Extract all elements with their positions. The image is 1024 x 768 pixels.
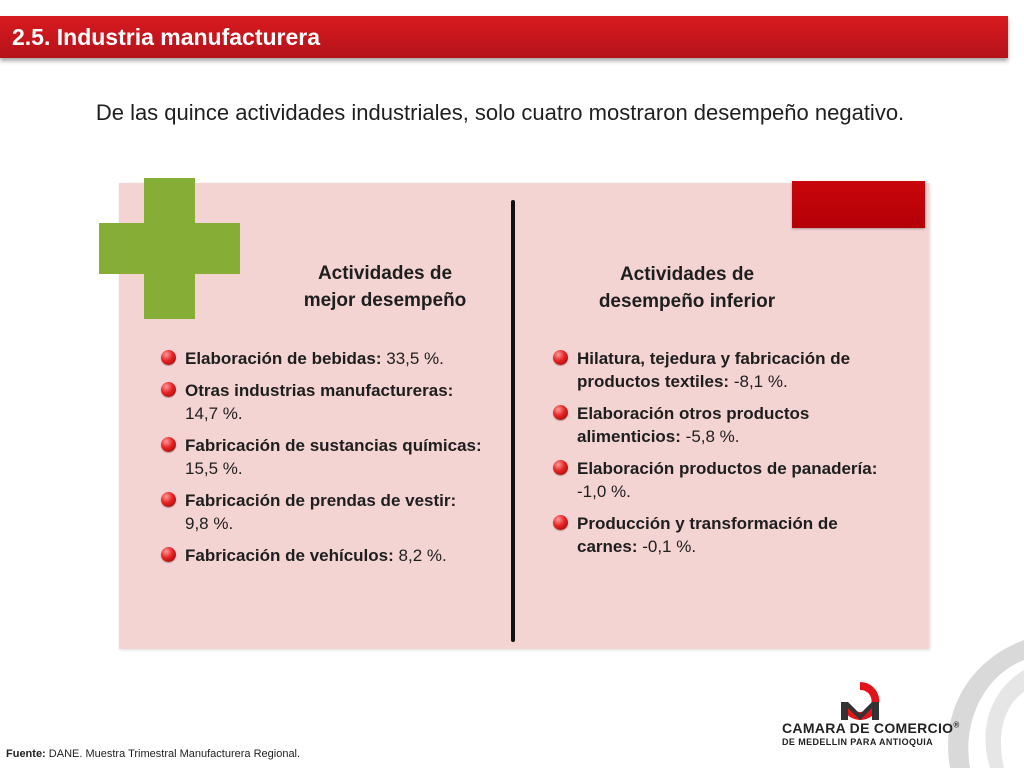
right-heading-line2: desempeño inferior xyxy=(598,291,776,312)
item-label: Elaboración de bebidas: xyxy=(185,349,382,368)
worst-performance-list xyxy=(553,347,898,567)
list-item xyxy=(161,379,501,425)
right-column-heading xyxy=(567,261,807,315)
list-item xyxy=(161,489,501,535)
list-item xyxy=(553,512,898,558)
item-value: -1,0 %. xyxy=(577,482,631,501)
item-value: -8,1 %. xyxy=(733,372,788,391)
item-label: Otras industrias manufactureras: xyxy=(185,381,454,400)
footer-text: DANE. Muestra Trimestral Manufacturera Regional. xyxy=(48,748,301,760)
item-value: 8,2 %. xyxy=(398,546,447,565)
item-label: Elaboración productos de panadería: xyxy=(577,459,878,478)
right-heading-line1: Actividades de xyxy=(619,264,755,285)
source-footer xyxy=(6,748,300,760)
chamber-logo-icon xyxy=(838,680,882,720)
logo-text-line2: DE MEDELLIN PARA ANTIOQUIA xyxy=(782,737,934,747)
decorative-swoosh xyxy=(900,630,1024,768)
slide-subtitle: De las quince actividades industriales, solo cuatro mostraron desempeño negativo. xyxy=(95,100,905,125)
left-column-heading xyxy=(270,260,500,314)
registered-mark: ® xyxy=(953,720,960,730)
item-label: Elaboración otros productos alimenticios: xyxy=(577,404,810,446)
item-value: -5,8 %. xyxy=(685,427,740,446)
item-value: -0,1 %. xyxy=(642,537,697,556)
item-label: Fabricación de sustancias químicas: xyxy=(185,436,482,455)
red-sphere-bullet-icon xyxy=(553,350,568,365)
footer-label: Fuente: xyxy=(6,748,46,760)
list-item xyxy=(553,457,898,503)
list-item xyxy=(161,544,501,567)
best-performance-list xyxy=(161,347,501,576)
item-value: 33,5 %. xyxy=(386,349,444,368)
column-divider xyxy=(511,200,515,642)
list-item xyxy=(553,347,898,393)
red-sphere-bullet-icon xyxy=(161,382,176,397)
left-heading-line1: Actividades de xyxy=(317,263,453,284)
minus-icon xyxy=(792,181,925,228)
logo-name: CAMARA DE COMERCIO xyxy=(782,720,954,736)
plus-icon-bar xyxy=(99,223,240,274)
red-sphere-bullet-icon xyxy=(161,547,176,562)
item-label: Fabricación de vehículos: xyxy=(185,546,394,565)
slide-title: 2.5. Industria manufacturera xyxy=(12,24,321,50)
item-label: Hilatura, tejedura y fabricación de productos textiles: xyxy=(577,349,851,391)
title-bar xyxy=(0,16,1008,58)
item-value: 15,5 %. xyxy=(185,459,243,478)
red-sphere-bullet-icon xyxy=(161,492,176,507)
red-sphere-bullet-icon xyxy=(553,405,568,420)
item-label: Fabricación de prendas de vestir: xyxy=(185,491,457,510)
red-sphere-bullet-icon xyxy=(161,437,176,452)
item-value: 14,7 %. xyxy=(185,404,243,423)
red-sphere-bullet-icon xyxy=(161,350,176,365)
red-sphere-bullet-icon xyxy=(553,515,568,530)
item-label: Producción y transformación de carnes: xyxy=(577,514,838,556)
list-item xyxy=(161,434,501,480)
list-item xyxy=(553,402,898,448)
logo-text-line1 xyxy=(782,720,960,736)
list-item xyxy=(161,347,501,370)
item-value: 9,8 %. xyxy=(185,514,234,533)
left-heading-line2: mejor desempeño xyxy=(303,290,467,311)
red-sphere-bullet-icon xyxy=(553,460,568,475)
